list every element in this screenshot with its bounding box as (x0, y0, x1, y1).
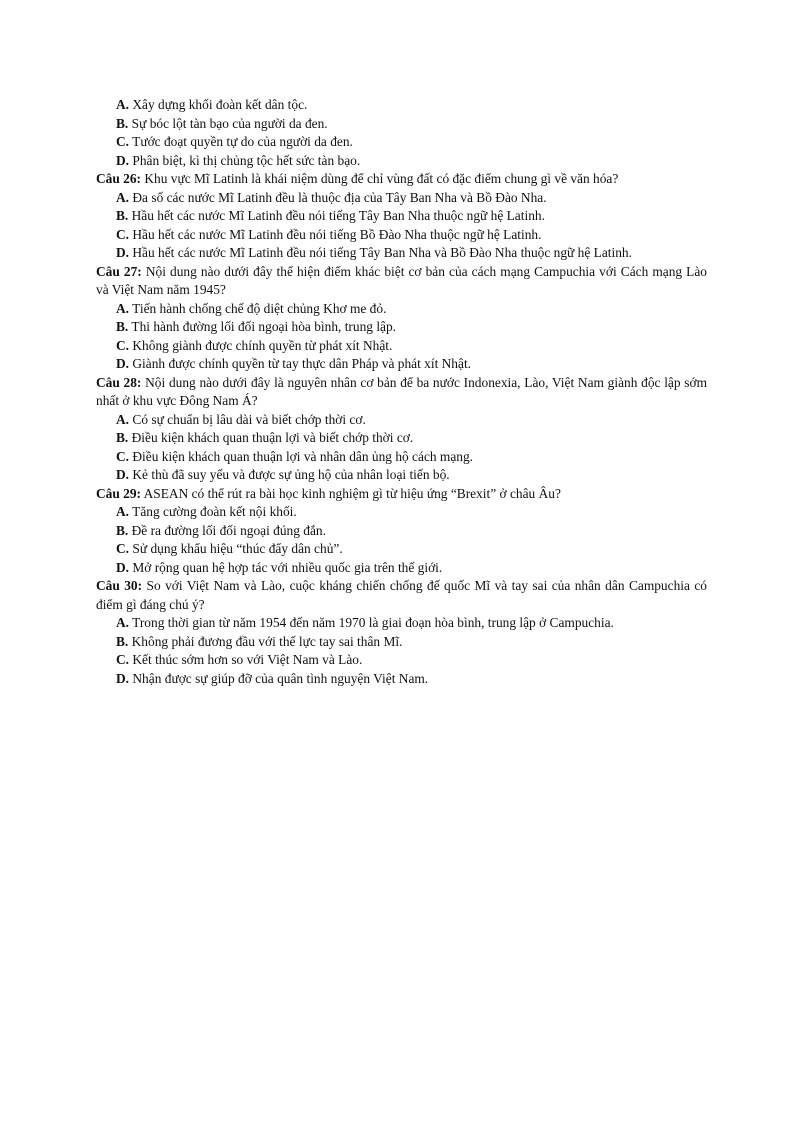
option-d (96, 466, 707, 485)
option-text: Hầu hết các nước Mĩ Latinh đều nói tiếng Bồ Đào Nha thuộc ngữ hệ Latinh. (132, 226, 542, 242)
option-letter: C. (116, 448, 130, 464)
option-text: Điều kiện khách quan thuận lợi và nhân dân ủng hộ cách mạng. (132, 448, 474, 464)
option-text: Sử dụng khẩu hiệu “thúc đẩy dân chủ”. (132, 541, 343, 556)
option-c (96, 651, 707, 670)
option-a (96, 300, 707, 319)
option-letter: D. (116, 467, 130, 482)
option-d (96, 559, 707, 578)
option-c (96, 448, 707, 467)
question-29 (96, 485, 707, 578)
option-d (96, 244, 707, 263)
option-text: Nhận được sự giúp đỡ của quân tình nguyện Việt Nam. (132, 670, 429, 686)
option-a (96, 503, 707, 522)
question-text: So với Việt Nam và Lào, cuộc kháng chiến chống đế quốc Mĩ và tay sai của nhân dân Campuchia có điểm gì đáng chú ý? (96, 578, 707, 612)
question-26 (96, 170, 707, 263)
option-text: Kết thúc sớm hơn so với Việt Nam và Lào. (132, 652, 363, 667)
prev-question-options (96, 96, 707, 170)
option-letter: B. (116, 208, 129, 223)
option-text: Đa số các nước Mĩ Latinh đều là thuộc địa của Tây Ban Nha và Bồ Đào Nha. (132, 189, 547, 205)
option-letter: D. (116, 356, 130, 371)
option-text: Hầu hết các nước Mĩ Latinh đều nói tiếng Tây Ban Nha và Bồ Đào Nha thuộc ngữ hệ Latinh. (132, 245, 632, 260)
question-text: Nội dung nào dưới đây là nguyên nhân cơ bản để ba nước Indonexia, Lào, Việt Nam giành độc lập sớm nhất ở khu vực Đông Nam Á? (96, 374, 707, 408)
option-letter: A. (116, 189, 130, 205)
option-letter: C. (116, 652, 130, 667)
option-letter: A. (116, 300, 130, 316)
question-stem (96, 374, 707, 411)
option-text: Không phải đương đầu với thế lực tay sai thân Mĩ. (131, 633, 403, 649)
option-letter: B. (116, 115, 129, 131)
option-text: Tăng cường đoàn kết nội khối. (132, 504, 297, 519)
exam-page (96, 96, 707, 688)
option-b (96, 318, 707, 337)
question-stem (96, 263, 707, 300)
option-letter: B. (116, 430, 129, 445)
question-text: Khu vực Mĩ Latinh là khái niệm dùng để chỉ vùng đất có đặc điểm chung gì về văn hóa? (144, 171, 619, 186)
option-text: Tước đoạt quyền tự do của người da đen. (132, 134, 353, 149)
question-label: Câu 29: (96, 485, 142, 501)
option-letter: C. (116, 541, 130, 556)
option-text: Thi hành đường lối đối ngoại hòa bình, trung lập. (131, 319, 397, 334)
option-c (96, 337, 707, 356)
question-30 (96, 577, 707, 688)
question-stem (96, 577, 707, 614)
option-b (96, 522, 707, 541)
option-letter: D. (116, 245, 130, 260)
option-text: Phân biệt, kì thị chủng tộc hết sức tàn bạo. (132, 152, 361, 168)
option-d (96, 670, 707, 689)
option-text: Không giành được chính quyền từ phát xít Nhật. (132, 337, 393, 353)
option-text: Trong thời gian từ năm 1954 đến năm 1970 là giai đoạn hòa bình, trung lập ở Campuchia. (132, 615, 614, 630)
question-label: Câu 30: (96, 578, 143, 593)
option-letter: A. (116, 504, 130, 519)
option-text: Điều kiện khách quan thuận lợi và biết chớp thời cơ. (131, 430, 414, 445)
question-27 (96, 263, 707, 374)
option-letter: A. (116, 411, 130, 427)
option-text: Có sự chuẩn bị lâu dài và biết chớp thời cơ. (132, 411, 366, 427)
option-letter: D. (116, 559, 130, 575)
option-letter: A. (116, 615, 130, 630)
question-text: ASEAN có thể rút ra bài học kinh nghiệm gì từ hiệu ứng “Brexit” ở châu Âu? (143, 485, 561, 501)
option-text: Sự bóc lột tàn bạo của người da đen. (131, 115, 328, 131)
option-d (96, 152, 707, 171)
option-letter: D. (116, 670, 130, 686)
option-c (96, 133, 707, 152)
option-a (96, 189, 707, 208)
option-b (96, 429, 707, 448)
question-label: Câu 26: (96, 171, 142, 186)
option-text: Mở rộng quan hệ hợp tác với nhiều quốc gia trên thế giới. (132, 559, 443, 575)
option-b (96, 207, 707, 226)
option-letter: C. (116, 226, 130, 242)
question-label: Câu 27: (96, 263, 142, 279)
option-text: Xây dựng khối đoàn kết dân tộc. (132, 97, 308, 112)
option-letter: A. (116, 97, 130, 112)
option-letter: B. (116, 633, 129, 649)
option-text: Giành được chính quyền từ tay thực dân Pháp và phát xít Nhật. (132, 356, 472, 371)
option-b (96, 633, 707, 652)
option-letter: C. (116, 337, 130, 353)
option-letter: D. (116, 152, 130, 168)
option-a (96, 411, 707, 430)
question-label: Câu 28: (96, 374, 142, 390)
option-letter: B. (116, 319, 129, 334)
question-stem (96, 170, 707, 189)
option-text: Kẻ thù đã suy yếu và được sự ủng hộ của nhân loại tiến bộ. (132, 467, 450, 482)
option-c (96, 226, 707, 245)
option-b (96, 115, 707, 134)
option-text: Hầu hết các nước Mĩ Latinh đều nói tiếng Tây Ban Nha thuộc ngữ hệ Latinh. (131, 208, 545, 223)
option-text: Đề ra đường lối đối ngoại đúng đắn. (131, 522, 326, 538)
option-d (96, 355, 707, 374)
option-a (96, 96, 707, 115)
question-stem (96, 485, 707, 504)
option-a (96, 614, 707, 633)
question-28 (96, 374, 707, 485)
question-text: Nội dung nào dưới đây thể hiện điểm khác biệt cơ bản của cách mạng Campuchia với Cách mạng Lào và Việt Nam năm 1945? (96, 263, 708, 297)
option-letter: B. (116, 522, 129, 538)
option-letter: C. (116, 134, 130, 149)
option-text: Tiến hành chống chế độ diệt chủng Khơ me đỏ. (132, 300, 387, 316)
option-c (96, 540, 707, 559)
